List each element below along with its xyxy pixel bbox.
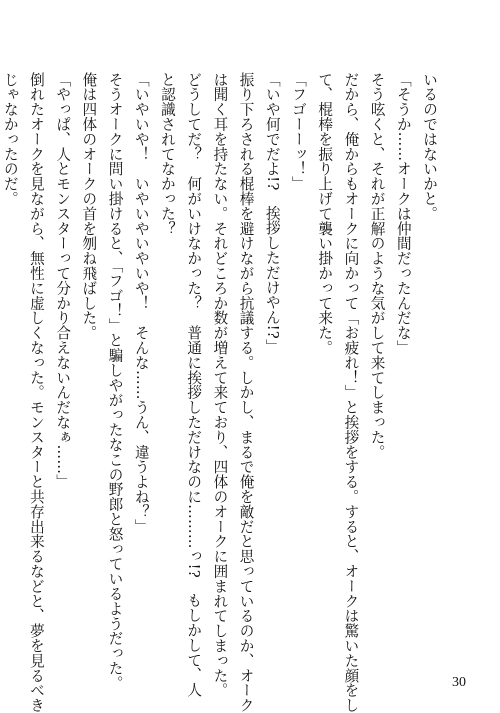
text-line: て、棍棒を振り上げて襲い掛かって来た。 — [316, 72, 334, 356]
page-number: 30 — [452, 675, 466, 690]
text-line: と認識されてなかった？ — [158, 72, 176, 236]
text-line: だから、俺からもオークに向かって「お疲れ！」と挨拶をする。すると、オークは驚いた顔をし — [342, 72, 360, 713]
text-line: 「フゴーーッ！」 — [289, 72, 307, 192]
vertical-text-body — [1, 72, 442, 713]
text-line: 倒れたオークを見ながら、無性に虚しくなった。モンスターと共存出来るなどと、夢を見るべき — [27, 72, 45, 713]
text-line: いるのではないかと。 — [421, 72, 438, 221]
text-line: 「そうか……オークは仲間だったんだな」 — [394, 72, 412, 356]
text-line: 「やっぱ、人とモンスターって分かり合えないんだなぁ……」 — [54, 72, 72, 490]
text-line: は聞く耳を持たない。それどころか数が増えて来ており、四体のオークに囲まれてしまった。 — [211, 72, 229, 698]
text-line: どうしてだ？ 何がいけなかった？ 普通に挨拶しただけなのに………っ!? もしかして、人 — [185, 72, 203, 698]
text-line: そうオークに問い掛けると、「フゴ！」と騙しやがったなこの野郎と怒っているようだった。 — [106, 72, 124, 691]
text-line: 俺は四体のオークの首を刎ね飛ばした。 — [80, 72, 98, 341]
text-line: 「いや何でだよ!? 挨拶しただけやん!?」 — [263, 72, 281, 354]
text-line: じゃなかったのだ。 — [1, 72, 19, 207]
text-line: 振り下ろされる棍棒を避けながら抗議する。しかし、まるで俺を敵だと思っているのか、オーク — [237, 72, 255, 713]
text-line: 「いやいや！ いやいやいやいや！ そんな……うん、違うよね？」 — [132, 72, 150, 534]
text-line: そう呟くと、それが正解のような気がして来てしまった。 — [368, 72, 386, 460]
